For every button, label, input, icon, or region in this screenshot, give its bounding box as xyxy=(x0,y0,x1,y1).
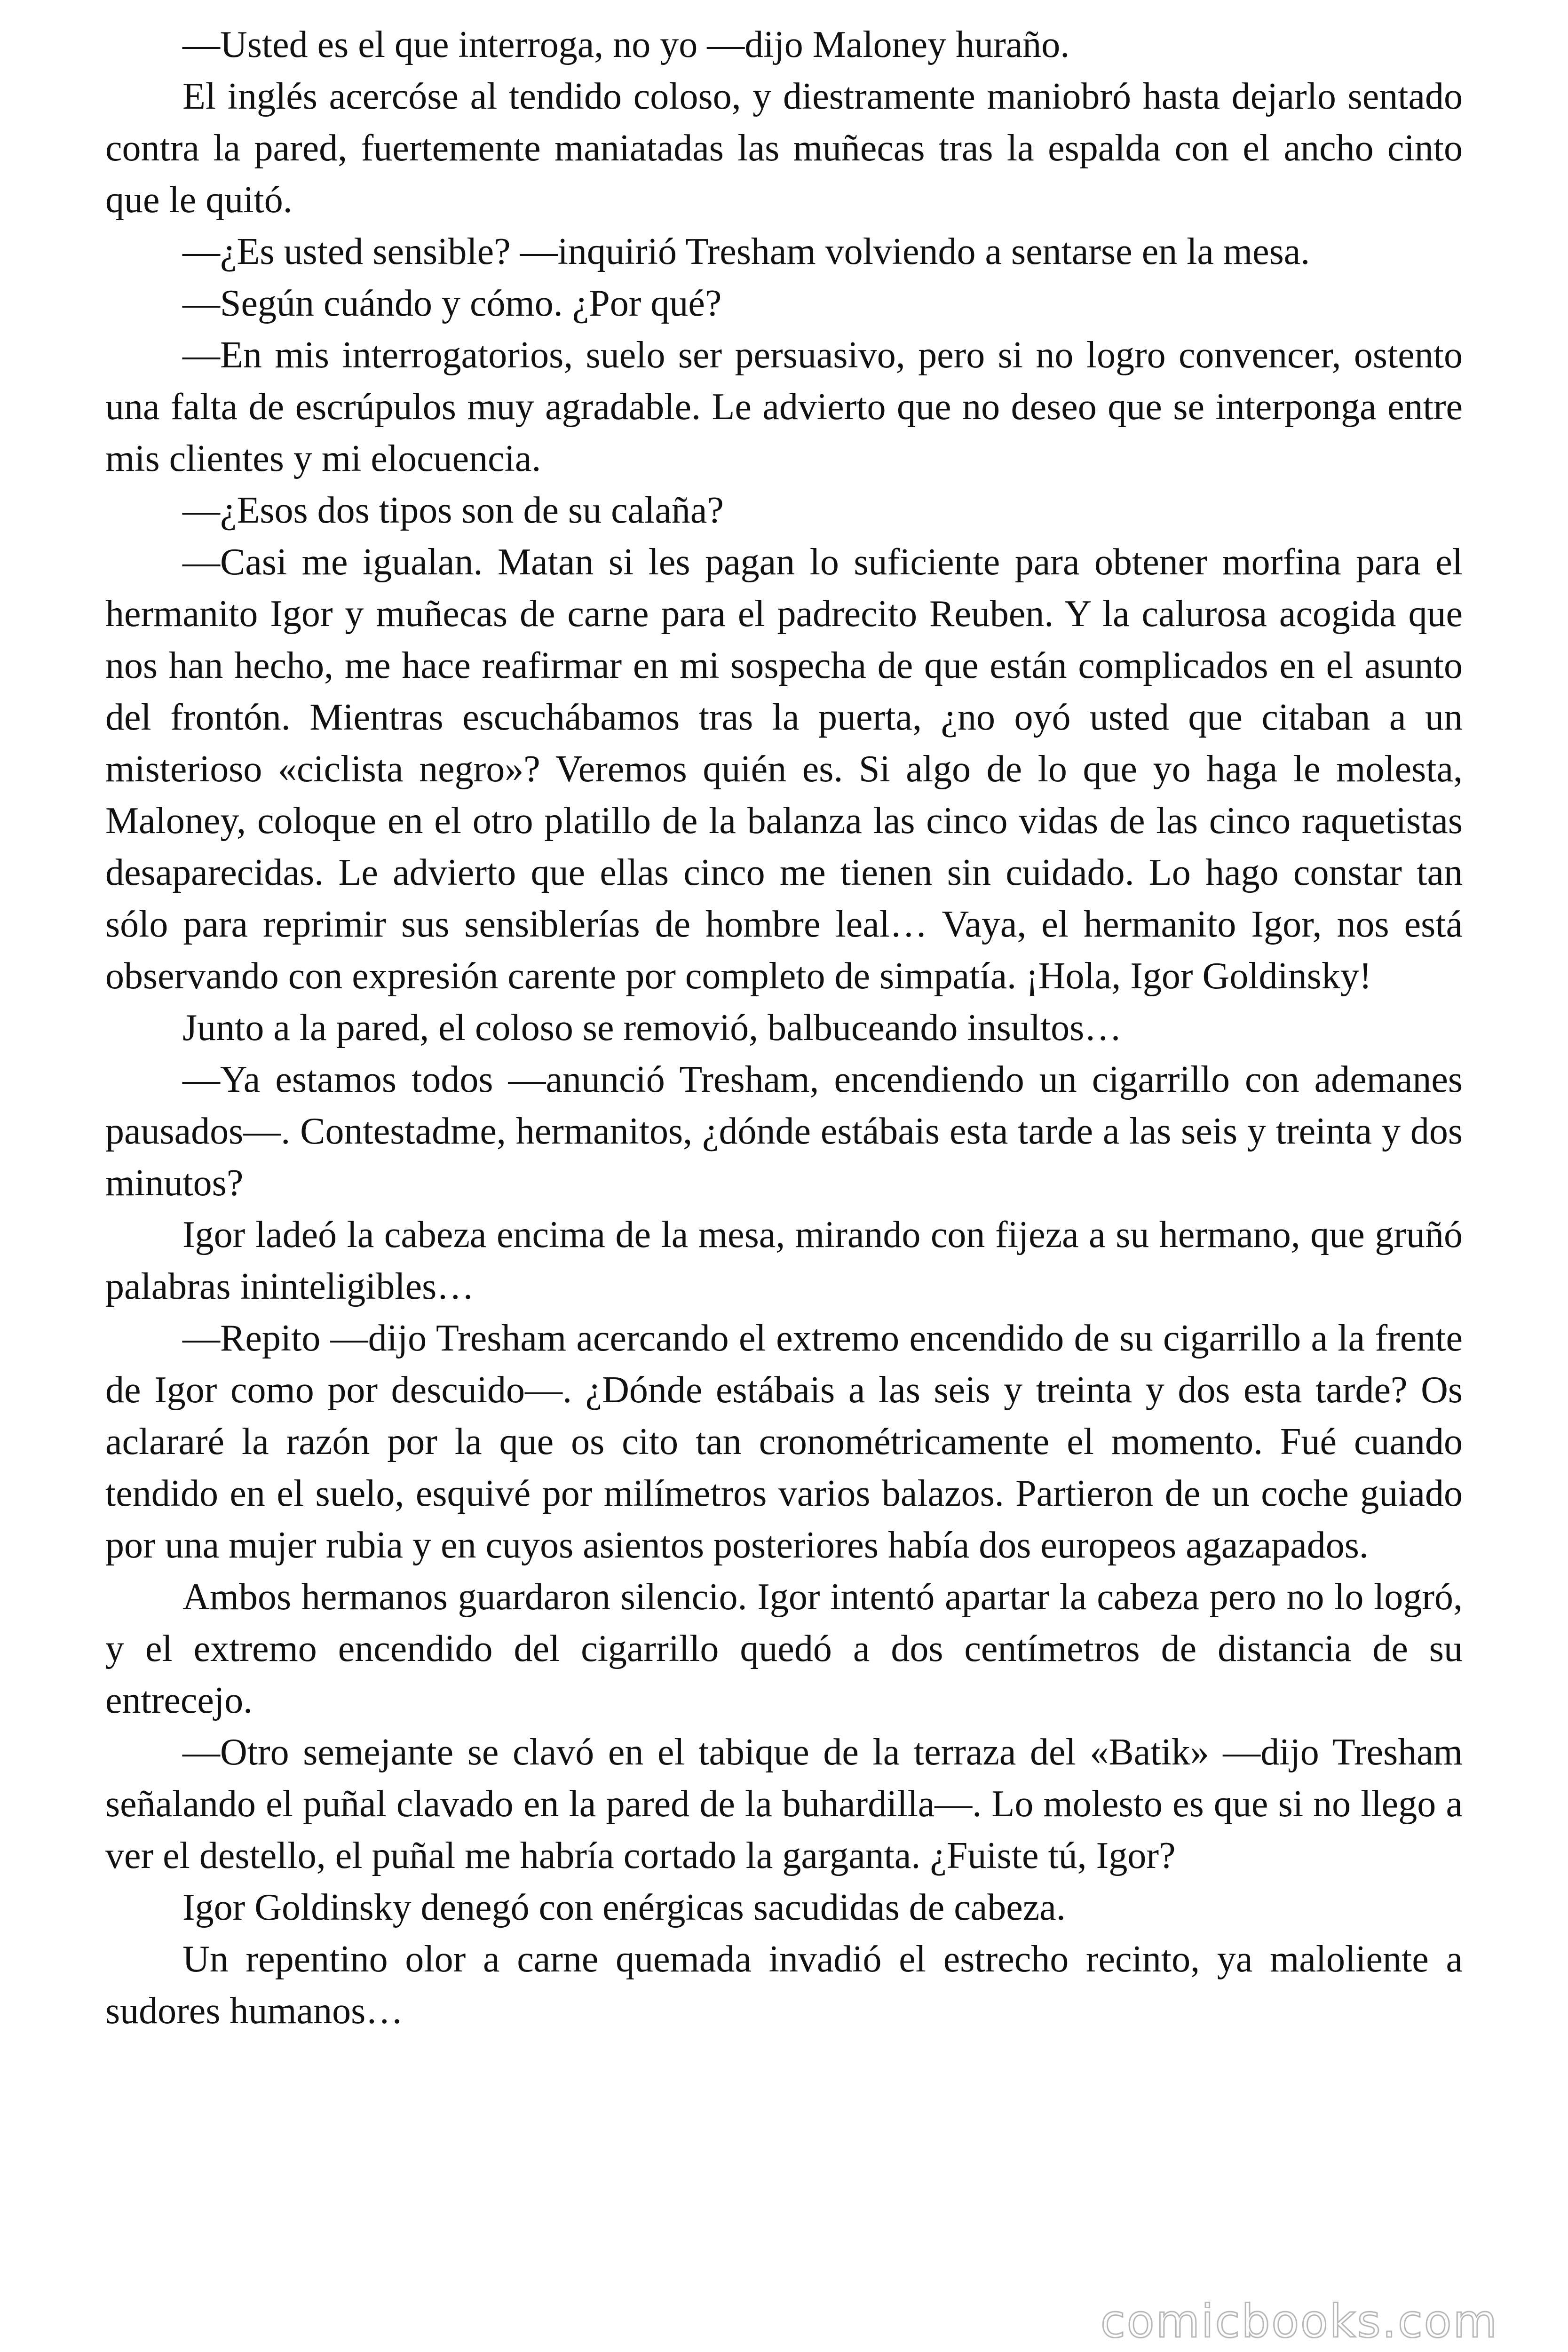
paragraph: Junto a la pared, el coloso se removió, balbuceando insultos… xyxy=(182,1007,1122,1049)
paragraph: Un repentino olor a carne quemada invadió el estrecho recinto, ya maloliente a sudores humanos… xyxy=(105,1939,1463,2032)
paragraph: —Usted es el que interroga, no yo —dijo Maloney huraño. xyxy=(182,24,1070,65)
paragraph: —¿Esos dos tipos son de su calaña? xyxy=(182,490,724,531)
paragraph: —¿Es usted sensible? —inquirió Tresham volviendo a sentarse en la mesa. xyxy=(182,231,1310,272)
paragraph: —En mis interrogatorios, suelo ser persuasivo, pero si no logro convencer, ostento una falta de escrúpulos muy agradable. Le advierto que no deseo que se interponga entre mis clientes y mi elocuencia. xyxy=(105,334,1463,479)
watermark: comicbooks.com xyxy=(1100,2295,1498,2348)
paragraph: El inglés acercóse al tendido coloso, y diestramente maniobró hasta dejarlo sentado contra la pared, fuertemente maniatadas las muñecas tras la espalda con el ancho cinto que le quitó. xyxy=(105,76,1463,221)
paragraph: —Casi me igualan. Matan si les pagan lo suficiente para obtener morfina para el hermanito Igor y muñecas de carne para el padrecito Reuben. Y la calurosa acogida que nos han hecho, me hace reafirmar en mi sospecha de que están complicados en el asunto del frontón. Mientras escuchábamos tras la puerta, ¿no oyó usted que citaban a un misterioso «ciclista negro»? Veremos quién es. Si algo de lo que yo haga le molesta, Maloney, coloque en el otro platillo de la balanza las cinco vidas de las cinco raquetistas desaparecidas. Le advierto que ellas cinco me tienen sin cuidado. Lo hago constar tan sólo para reprimir sus sensiblerías de hombre leal… Vaya, el hermanito Igor, nos está observando con expresión carente por completo de simpatía. ¡Hola, Igor Goldinsky! xyxy=(105,541,1463,997)
paragraph: Igor ladeó la cabeza encima de la mesa, mirando con fijeza a su hermano, que gruñó palabras ininteligibles… xyxy=(105,1214,1463,1307)
paragraph: Ambos hermanos guardaron silencio. Igor intentó apartar la cabeza pero no lo logró, y el extremo encendido del cigarrillo quedó a dos centímetros de distancia de su entrecejo. xyxy=(105,1576,1463,1721)
paragraph: —Ya estamos todos —anunció Tresham, encendiendo un cigarrillo con ademanes pausados—. Contestadme, hermanitos, ¿dónde estábais esta tarde a las seis y treinta y dos minutos? xyxy=(105,1059,1463,1204)
paragraph: Igor Goldinsky denegó con enérgicas sacudidas de cabeza. xyxy=(182,1887,1066,1928)
book-page-text xyxy=(105,19,1463,2037)
paragraph: —Según cuándo y cómo. ¿Por qué? xyxy=(182,283,722,324)
paragraph: —Repito —dijo Tresham acercando el extremo encendido de su cigarrillo a la frente de Igor como por descuido—. ¿Dónde estábais a las seis y treinta y dos esta tarde? Os aclararé la razón por la que os cito tan cronométricamente el momento. Fué cuando tendido en el suelo, esquivé por milímetros varios balazos. Partieron de un coche guiado por una mujer rubia y en cuyos asientos posteriores había dos europeos agazapados. xyxy=(105,1318,1463,1566)
paragraph: —Otro semejante se clavó en el tabique de la terraza del «Batik» —dijo Tresham señalando el puñal clavado en la pared de la buhardilla—. Lo molesto es que si no llego a ver el destello, el puñal me habría cortado la garganta. ¿Fuiste tú, Igor? xyxy=(105,1732,1463,1876)
